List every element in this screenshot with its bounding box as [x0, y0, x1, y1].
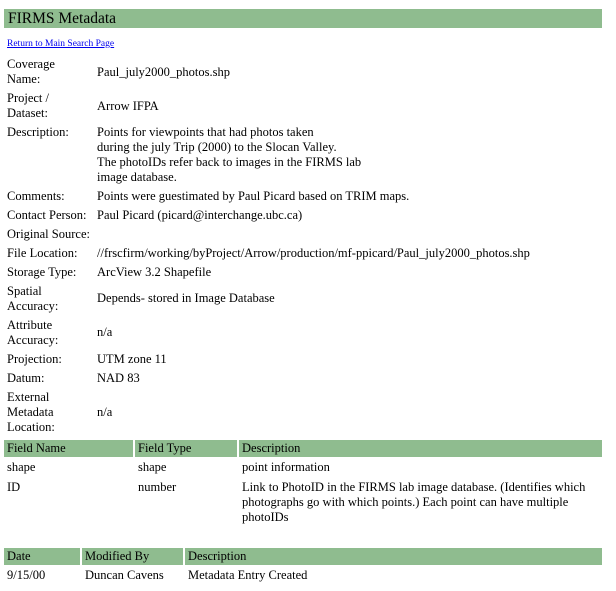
meta-value-datum: NAD 83	[97, 371, 140, 385]
meta-label: Spatial Accuracy:	[7, 284, 59, 313]
meta-label: Original Source:	[7, 227, 90, 241]
meta-label: Storage Type:	[7, 265, 77, 279]
field-name-cell: shape	[7, 460, 36, 474]
history-table-header	[4, 548, 602, 565]
field-description-cell: Link to PhotoID in the FIRMS lab image database. (Identifies which photographs go with which points.) Each point can have multiple photoIDs	[242, 480, 586, 524]
meta-label: Contact Person:	[7, 208, 87, 222]
meta-label: Project / Dataset:	[7, 91, 50, 120]
fields-header-field-name: Field Name	[4, 440, 133, 457]
field-type-cell: shape	[138, 460, 167, 474]
meta-value-projection: UTM zone 11	[97, 352, 167, 366]
history-header-modified-by: Modified By	[82, 548, 183, 565]
meta-value-project: Arrow IFPA	[97, 99, 159, 113]
meta-label: Projection:	[7, 352, 62, 366]
meta-value-spatial-accuracy: Depends- stored in Image Database	[97, 291, 275, 305]
meta-label: Comments:	[7, 189, 65, 203]
history-header-date: Date	[4, 548, 80, 565]
history-modified-by-cell: Duncan Cavens	[85, 568, 164, 582]
history-description-cell: Metadata Entry Created	[188, 568, 308, 582]
meta-label: File Location:	[7, 246, 78, 260]
meta-value-coverage-name: Paul_july2000_photos.shp	[97, 65, 230, 79]
field-name-cell: ID	[7, 480, 21, 494]
field-type-cell: number	[138, 480, 177, 494]
meta-value-comments: Points were guestimated by Paul Picard based on TRIM maps.	[97, 189, 410, 203]
history-date-cell: 9/15/00	[7, 568, 46, 582]
return-to-main-search-link[interactable]: Return to Main Search Page	[7, 39, 115, 49]
page-title: FIRMS Metadata	[4, 9, 602, 28]
meta-label: External Metadata Location:	[7, 390, 55, 434]
fields-table-header	[4, 440, 602, 457]
meta-label: Coverage Name:	[7, 57, 55, 86]
fields-header-description: Description	[239, 440, 602, 457]
fields-header-field-type: Field Type	[135, 440, 237, 457]
meta-value-contact-person: Paul Picard (picard@interchange.ubc.ca)	[97, 208, 303, 222]
history-header-description: Description	[185, 548, 602, 565]
meta-label: Attribute Accuracy:	[7, 318, 59, 347]
field-description-cell: point information	[242, 460, 330, 474]
meta-value-file-location: //frscfirm/working/byProject/Arrow/production/mf-ppicard/Paul_july2000_photos.shp	[97, 246, 530, 260]
meta-value-external-metadata: n/a	[97, 405, 113, 419]
meta-value-attribute-accuracy: n/a	[97, 325, 113, 339]
meta-value-description: Points for viewpoints that had photos taken during the july Trip (2000) to the Slocan Valley. The photoIDs refer back to images in the FIRMS lab image database.	[97, 125, 362, 184]
meta-label: Description:	[7, 125, 69, 139]
meta-value-storage-type: ArcView 3.2 Shapefile	[97, 265, 212, 279]
meta-label: Datum:	[7, 371, 45, 385]
